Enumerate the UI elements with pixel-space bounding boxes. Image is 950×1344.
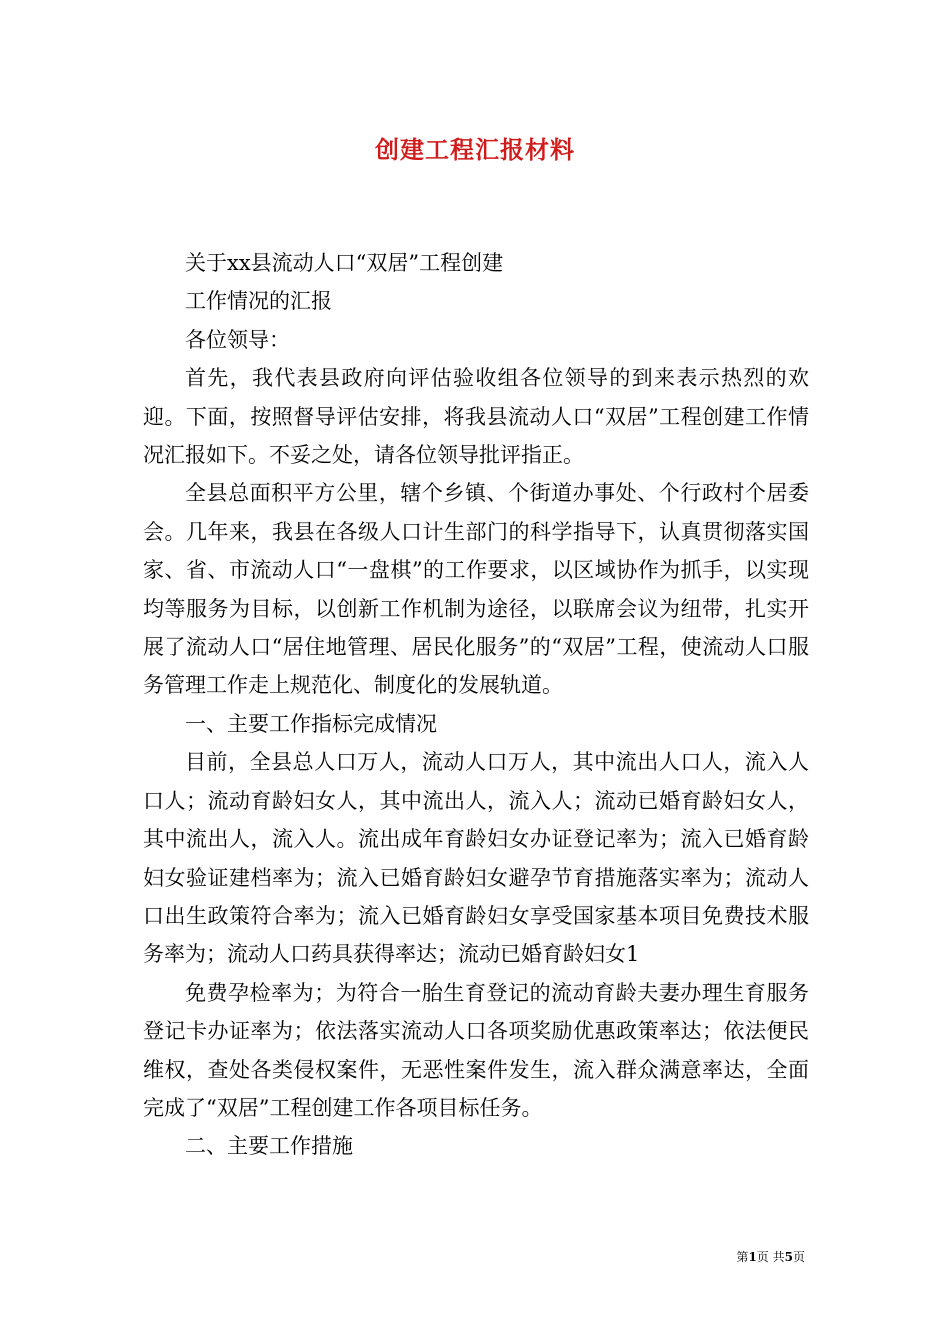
document-title: 创建工程汇报材料	[375, 135, 575, 164]
document-body	[143, 244, 809, 1166]
section-heading-1: 一、主要工作指标完成情况	[185, 711, 437, 736]
footer-prefix: 第	[736, 1250, 749, 1264]
paragraph-welcome: 首先，我代表县政府向评估验收组各位领导的到来表示热烈的欢迎。下面，按照督导评估安排，将我县流动人口“双居”工程创建工作情况汇报如下。不妥之处，请各位领导批评指正。	[143, 366, 809, 468]
page-number-footer	[0, 1249, 805, 1265]
footer-suffix: 页	[792, 1250, 805, 1264]
paragraph-subject-line-2: 工作情况的汇报	[185, 289, 332, 314]
paragraph-salutation: 各位领导：	[185, 327, 290, 352]
paragraph-indicators: 目前，全县总人口万人，流动人口万人，其中流出人口人，流入人口人；流动育龄妇女人，其中流出人，流入人；流动已婚育龄妇女人，其中流出人，流入人。流出成年育龄妇女办证登记率为；流入已婚育龄妇女验证建档率为；流入已婚育龄妇女避孕节育措施落实率为；流动人口出生政策符合率为；流入已婚育龄妇女享受国家基本项目免费技术服务率为；流动人口药具获得率达；流动已婚育龄妇女1	[143, 750, 809, 967]
paragraph-indicators-continued: 免费孕检率为；为符合一胎生育登记的流动育龄夫妻办理生育服务登记卡办证率为；依法落实流动人口各项奖励优惠政策率达；依法便民维权，查处各类侵权案件，无恶性案件发生，流入群众满意率达，全面完成了“双居”工程创建工作各项目标任务。	[143, 980, 809, 1120]
section-heading-2: 二、主要工作措施	[185, 1134, 353, 1159]
footer-middle: 页 共	[756, 1250, 785, 1264]
footer-current-page: 1	[748, 1250, 757, 1264]
footer-total-pages: 5	[784, 1250, 793, 1264]
paragraph-subject-line-1: 关于xx县流动人口“双居”工程创建	[185, 251, 504, 275]
paragraph-county-overview: 全县总面积平方公里，辖个乡镇、个街道办事处、个行政村个居委会。几年来，我县在各级人口计生部门的科学指导下，认真贯彻落实国家、省、市流动人口“一盘棋”的工作要求，以区域协作为抓手，以实现均等服务为目标，以创新工作机制为途径，以联席会议为纽带，扎实开展了流动人口“居住地管理、居民化服务”的“双居”工程，使流动人口服务管理工作走上规范化、制度化的发展轨道。	[143, 481, 809, 698]
